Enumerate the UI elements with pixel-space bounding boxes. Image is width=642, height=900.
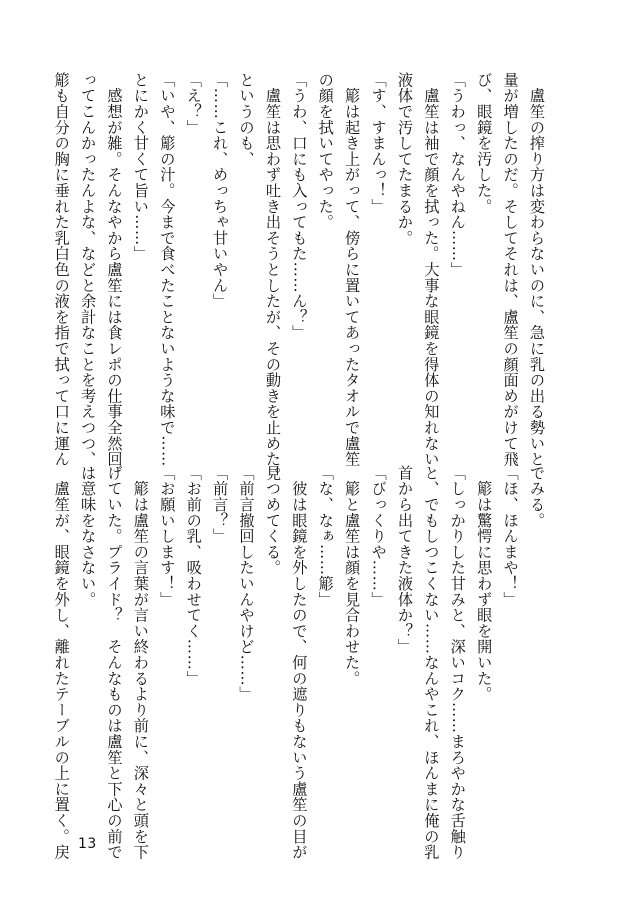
text-line: 「お前の乳、吸わせてく……」: [184, 465, 203, 687]
text-line: 「ほ、ほんまや！」: [501, 465, 520, 608]
page-number: 13: [78, 836, 97, 852]
text-line: 簓は驚愕に思わず眼を開いた。: [475, 465, 494, 702]
text-line: 簓も自分の胸に垂れた乳白色の液を指で拭って口に運ん: [52, 72, 71, 467]
text-line: とにかく甘くて旨い……」: [131, 72, 150, 262]
text-line: 簓と盧笙は顔を見合わせた。: [343, 465, 362, 687]
text-line: の顔を拭いてやった。: [316, 72, 335, 230]
upper-text-block: [52, 72, 550, 483]
text-line: 「す、すまんっ！」: [369, 72, 388, 215]
text-line: げていた。プライド？ そんなものは盧笙と下心の前で: [105, 465, 124, 860]
text-line: 「びっくりや……」: [369, 465, 388, 608]
text-line: 盧笙は袖で顔を拭った。大事な眼鏡を得体の知れない: [422, 72, 441, 467]
text-line: 見つめてくる。: [263, 465, 282, 576]
text-line: 盧笙の搾り方は変わらないのに、急に乳の出る勢いと: [528, 72, 546, 467]
text-line: ってこんかったんよな、などと余計なことを考えつつ、: [79, 72, 98, 467]
text-line: 「お願いします！」: [158, 465, 177, 608]
text-line: 彼は眼鏡を外したので、何の遮りもないう盧笙の目が: [290, 465, 309, 860]
text-line: び、眼鏡を汚した。: [475, 72, 494, 215]
text-line: 「うわ、口にも入ってもた……ん？」: [290, 72, 309, 341]
text-line: 簓は起き上がって、傍らに置いてあったタオルで盧笙: [343, 72, 362, 467]
text-line: 液体で汚してたまるか。: [395, 72, 414, 246]
text-line: 「うわっ、なんやねん……」: [448, 72, 467, 278]
text-line: 量が増したのだ。そしてそれは、盧笙の顔面めがけて飛: [501, 72, 520, 467]
text-line: 感想が雑。そんなやから盧笙には食レポの仕事全然回: [105, 72, 124, 467]
text-line: は意味をなさない。: [79, 465, 98, 608]
text-line: と、でもしつこくない……なんやこれ、ほんまに俺の乳: [422, 465, 441, 860]
text-line: 簓は盧笙の言葉が言い終わるより前に、深々と頭を下: [131, 465, 150, 860]
text-line: 「いや、簓の汁。今まで食べたことないような味で……: [158, 72, 177, 467]
text-line: でみる。: [528, 465, 546, 529]
text-line: 「……これ、めっちゃ甘いやん」: [211, 72, 230, 309]
text-line: 盧笙は思わず吐き出そうとしたが、その動きを止めた。: [263, 72, 282, 483]
text-line: 「前言撤回したいんやけど……」: [237, 465, 256, 702]
text-line: というのも、: [237, 72, 256, 167]
text-line: 「前言？」: [211, 465, 230, 544]
text-line: 盧笙が、眼鏡を外し、離れたテーブルの上に置く。戻: [52, 465, 71, 860]
text-line: 「しっかりした甘みと、深いコク……まろやかな舌触り: [448, 465, 467, 860]
text-line: 「な、なぁ……簓」: [316, 465, 335, 608]
text-line: 「え？」: [184, 72, 203, 136]
text-line: 首から出てきた液体か？」: [395, 465, 414, 655]
